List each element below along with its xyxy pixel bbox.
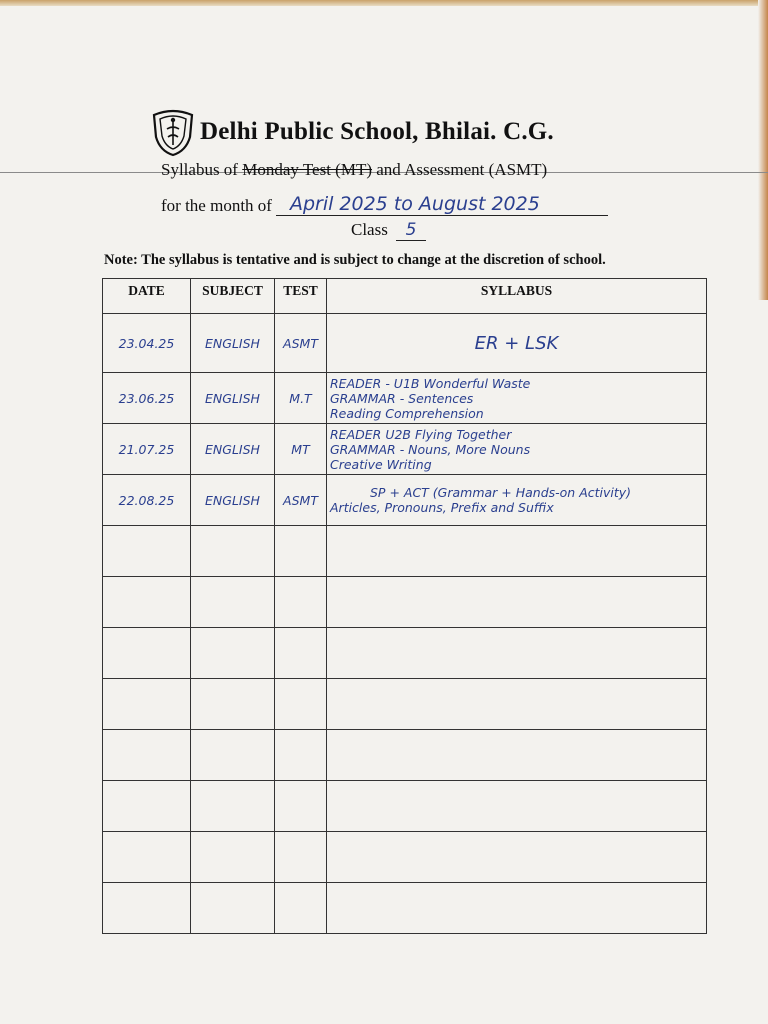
empty-cell bbox=[191, 526, 275, 577]
empty-table-row bbox=[103, 781, 707, 832]
empty-cell bbox=[275, 781, 327, 832]
empty-cell bbox=[327, 628, 707, 679]
empty-table-row bbox=[103, 577, 707, 628]
empty-cell bbox=[327, 526, 707, 577]
empty-cell bbox=[191, 730, 275, 781]
empty-cell bbox=[327, 679, 707, 730]
class-value: 5 bbox=[396, 220, 426, 241]
column-header-syllabus: SYLLABUS bbox=[327, 279, 707, 314]
empty-cell bbox=[191, 679, 275, 730]
empty-cell bbox=[191, 832, 275, 883]
syllabus-line: ER + LSK bbox=[474, 332, 559, 354]
syllabus-cell bbox=[327, 373, 707, 424]
empty-table-row bbox=[103, 679, 707, 730]
syllabus-cell bbox=[327, 424, 707, 475]
empty-cell bbox=[103, 679, 191, 730]
table-row bbox=[103, 373, 707, 424]
empty-cell bbox=[103, 883, 191, 934]
table-row bbox=[103, 314, 707, 373]
empty-cell bbox=[327, 730, 707, 781]
syllabus-cell bbox=[327, 475, 707, 526]
empty-cell bbox=[275, 679, 327, 730]
subject-cell: ENGLISH bbox=[191, 424, 275, 475]
note-text: Note: The syllabus is tentative and is subject to change at the discretion of school. bbox=[104, 252, 606, 268]
empty-cell bbox=[191, 577, 275, 628]
empty-table-row bbox=[103, 628, 707, 679]
empty-cell bbox=[103, 577, 191, 628]
subject-cell: ENGLISH bbox=[191, 314, 275, 373]
syllabus-line: Articles, Pronouns, Prefix and Suffix bbox=[330, 500, 554, 515]
empty-cell bbox=[327, 781, 707, 832]
class-label: Class bbox=[351, 220, 388, 239]
date-cell: 23.04.25 bbox=[103, 314, 191, 373]
subject-cell: ENGLISH bbox=[191, 373, 275, 424]
subtitle-part: Syllabus of bbox=[161, 160, 243, 179]
test-cell: M.T bbox=[275, 373, 327, 424]
empty-cell bbox=[275, 832, 327, 883]
empty-cell bbox=[191, 781, 275, 832]
syllabus-line: GRAMMAR - Sentences bbox=[330, 390, 474, 406]
empty-cell bbox=[103, 628, 191, 679]
paper-right-edge bbox=[758, 0, 768, 300]
syllabus-line: GRAMMAR - Nouns, More Nouns bbox=[330, 441, 531, 457]
empty-cell bbox=[275, 526, 327, 577]
empty-cell bbox=[327, 832, 707, 883]
class-row bbox=[351, 220, 426, 241]
empty-cell bbox=[275, 577, 327, 628]
test-cell: ASMT bbox=[275, 475, 327, 526]
empty-table-row bbox=[103, 883, 707, 934]
school-crest-icon bbox=[150, 107, 196, 157]
date-cell: 21.07.25 bbox=[103, 424, 191, 475]
syllabus-line: Reading Comprehension bbox=[330, 405, 484, 421]
table-row bbox=[103, 475, 707, 526]
empty-cell bbox=[103, 730, 191, 781]
table-row bbox=[103, 424, 707, 475]
empty-cell bbox=[103, 832, 191, 883]
empty-cell bbox=[103, 781, 191, 832]
empty-cell bbox=[103, 526, 191, 577]
column-header-test: TEST bbox=[275, 279, 327, 314]
empty-cell bbox=[191, 883, 275, 934]
column-header-subject: SUBJECT bbox=[191, 279, 275, 314]
empty-cell bbox=[275, 730, 327, 781]
test-cell: ASMT bbox=[275, 314, 327, 373]
empty-cell bbox=[191, 628, 275, 679]
date-cell: 23.06.25 bbox=[103, 373, 191, 424]
test-cell: MT bbox=[275, 424, 327, 475]
syllabus-line: Creative Writing bbox=[330, 456, 432, 472]
month-row bbox=[161, 193, 608, 216]
paper-top-edge bbox=[0, 0, 768, 6]
empty-cell bbox=[275, 883, 327, 934]
subtitle-part: and Assessment (ASMT) bbox=[372, 160, 548, 179]
school-header bbox=[150, 106, 554, 158]
school-name: Delhi Public School, Bhilai. C.G. bbox=[200, 118, 554, 145]
empty-cell bbox=[327, 577, 707, 628]
syllabus-line: READER - U1B Wonderful Waste bbox=[330, 375, 531, 391]
month-label: for the month of bbox=[161, 196, 272, 215]
syllabus-cell bbox=[327, 314, 707, 373]
syllabus-table bbox=[102, 278, 707, 934]
syllabus-line: SP + ACT (Grammar + Hands-on Activity) bbox=[370, 485, 632, 500]
table-body bbox=[103, 314, 707, 934]
date-cell: 22.08.25 bbox=[103, 475, 191, 526]
month-value: April 2025 to August 2025 bbox=[276, 193, 608, 216]
column-header-date: DATE bbox=[103, 279, 191, 314]
syllabus-subtitle bbox=[161, 160, 547, 180]
empty-table-row bbox=[103, 526, 707, 577]
empty-cell bbox=[275, 628, 327, 679]
empty-table-row bbox=[103, 730, 707, 781]
empty-table-row bbox=[103, 832, 707, 883]
subject-cell: ENGLISH bbox=[191, 475, 275, 526]
syllabus-line: READER U2B Flying Together bbox=[330, 426, 512, 442]
empty-cell bbox=[327, 883, 707, 934]
subtitle-part: Monday Test (MT) bbox=[242, 160, 372, 179]
